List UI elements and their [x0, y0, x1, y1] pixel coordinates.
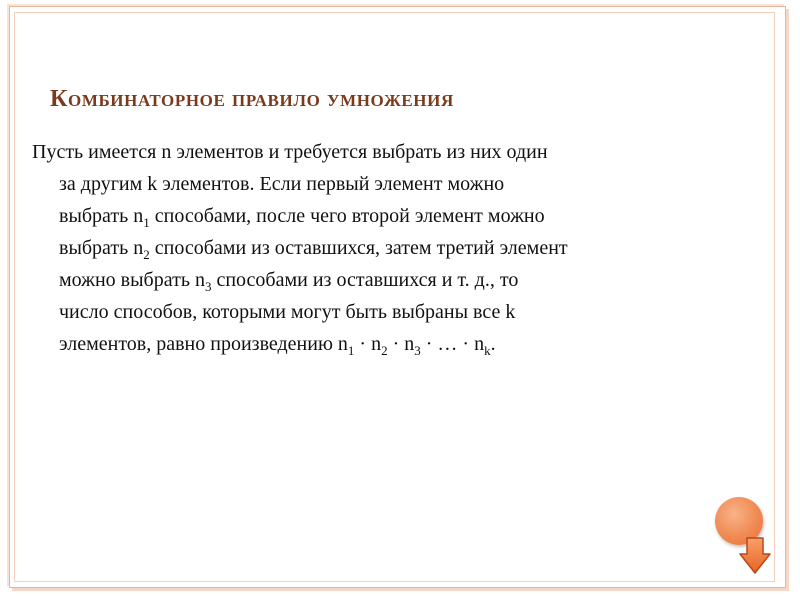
body-text-segment: · … · n — [420, 333, 485, 355]
body-text-segment: · n — [387, 333, 415, 355]
body-line-5 — [32, 264, 752, 296]
slide-title: Комбинаторное правило умножения — [50, 86, 454, 112]
body-line-7 — [32, 328, 752, 360]
subscript: 3 — [204, 279, 212, 294]
next-slide-button[interactable] — [738, 536, 772, 576]
body-text-segment: выбрать n — [59, 237, 144, 259]
body-text-segment: · n — [354, 333, 382, 355]
body-text-segment: элементов, равно произведению n — [59, 333, 348, 355]
subscript: 1 — [347, 343, 355, 358]
body-text-segment: выбрать n — [59, 205, 144, 227]
body-text-segment: способами, после чего второй элемент можно — [149, 205, 545, 227]
subscript: 3 — [414, 343, 421, 358]
body-line-2: за другим k элементов. Если первый элемент можно — [59, 173, 505, 195]
subscript: k — [484, 343, 491, 358]
subscript: 1 — [143, 215, 150, 230]
body-text-segment: способами из оставшихся, затем третий элемент — [149, 237, 568, 259]
subscript: 2 — [143, 247, 150, 262]
body-line-3 — [32, 200, 752, 232]
body-line-4 — [32, 232, 752, 264]
subscript: 2 — [381, 343, 388, 358]
body-text-segment: способами из оставшихся и т. д., то — [211, 269, 519, 291]
down-arrow-icon — [738, 536, 772, 576]
slide-body — [32, 136, 752, 360]
body-line-1: Пусть имеется n элементов и требуется выбрать из них один — [32, 141, 548, 163]
body-line-6: число способов, которыми могут быть выбраны все k — [59, 301, 516, 323]
body-text-segment: можно выбрать n — [59, 269, 205, 291]
body-text-segment: . — [490, 333, 496, 355]
